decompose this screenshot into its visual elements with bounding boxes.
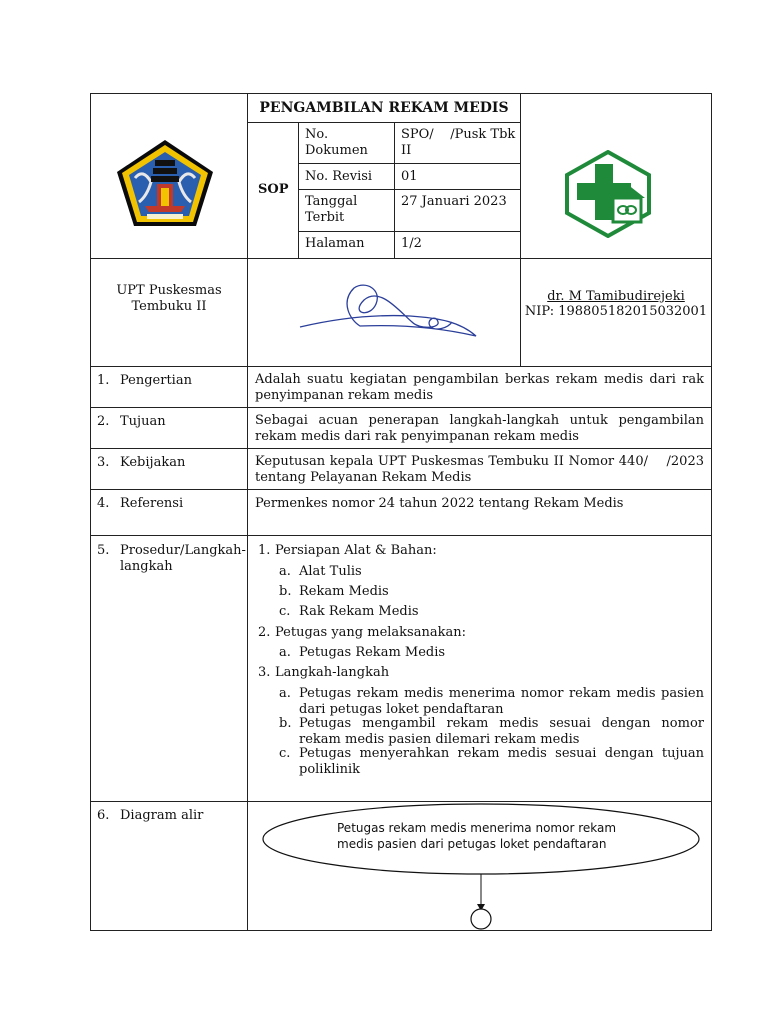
section-number: 4. xyxy=(97,496,110,511)
group-title: Petugas yang melaksanakan: xyxy=(275,625,466,640)
definition-text: Adalah suatu kegiatan pengambilan berkas rekam medis dari rak penyimpanan rekam medis xyxy=(255,372,704,403)
reference-text: Permenkes nomor 24 tahun 2022 tentang Rekam Medis xyxy=(255,496,624,511)
section-3-label xyxy=(97,455,243,471)
page-value: 1/2 xyxy=(401,236,422,251)
section-number: 6. xyxy=(97,808,110,823)
page-label: Halaman xyxy=(305,236,365,251)
item-letter: a. xyxy=(279,686,291,701)
issue-date-label: Tanggal Terbit xyxy=(305,194,358,225)
section-1-label xyxy=(97,373,243,389)
puskesmas-logo xyxy=(565,150,651,238)
list-item xyxy=(279,584,389,600)
list-item xyxy=(279,686,704,717)
list-item xyxy=(279,604,419,620)
list-item xyxy=(279,564,362,580)
section-2-label xyxy=(97,414,243,430)
doc-number-label: No. Dokumen xyxy=(305,127,368,158)
section-title: Prosedur/Langkah-langkah xyxy=(120,543,246,574)
procedure-group-2 xyxy=(258,625,466,641)
signer-nip: NIP: 198805182015032001 xyxy=(524,304,708,319)
section-title: Kebijakan xyxy=(120,455,186,470)
policy-text: Keputusan kepala UPT Puskesmas Tembuku II Nomor 440/ /2023 tentang Pelayanan Rekam Medis xyxy=(255,454,709,485)
group-title: Langkah-langkah xyxy=(275,665,390,680)
document-title: PENGAMBILAN REKAM MEDIS xyxy=(259,100,509,116)
section-title: Diagram alir xyxy=(120,808,204,823)
item-letter: c. xyxy=(279,604,291,619)
item-letter: c. xyxy=(279,746,291,761)
flowchart-connector xyxy=(471,909,491,929)
section-number: 5. xyxy=(97,543,110,558)
section-title: Pengertian xyxy=(120,373,192,388)
group-number: 1. xyxy=(258,543,271,558)
group-number: 2. xyxy=(258,625,271,640)
section-number: 3. xyxy=(97,455,110,470)
group-title: Persiapan Alat & Bahan: xyxy=(275,543,437,558)
item-text: Petugas menyerahkan rekam medis sesuai dengan tujuan poliklinik xyxy=(299,746,704,777)
revision-value: 01 xyxy=(401,169,418,184)
item-letter: b. xyxy=(279,584,292,599)
revision-label: No. Revisi xyxy=(305,169,373,184)
organization-name: UPT Puskesmas Tembuku II xyxy=(116,283,222,314)
item-letter: b. xyxy=(279,716,292,731)
section-6-label xyxy=(97,808,243,824)
flowchart-start-text: Petugas rekam medis menerima nomor rekam medis pasien dari petugas loket pendaftaran xyxy=(337,821,617,851)
section-title: Referensi xyxy=(120,496,184,511)
item-text: Petugas Rekam Medis xyxy=(299,645,446,660)
section-5-label xyxy=(97,543,246,577)
item-letter: a. xyxy=(279,645,291,660)
list-item xyxy=(279,716,704,747)
doc-number-value: SPO/ /Pusk Tbk II xyxy=(401,127,520,158)
section-number: 1. xyxy=(97,373,110,388)
signer-name: dr. M Tamibudirejeki xyxy=(547,289,685,304)
list-item xyxy=(279,645,446,661)
sop-label: SOP xyxy=(258,182,289,197)
item-text: Rak Rekam Medis xyxy=(299,604,419,619)
list-item xyxy=(279,746,704,777)
procedure-group-1 xyxy=(258,543,437,559)
section-title: Tujuan xyxy=(120,414,166,429)
regency-emblem-logo xyxy=(115,138,216,228)
issue-date-value: 27 Januari 2023 xyxy=(401,194,507,209)
procedure-group-3 xyxy=(258,665,390,681)
item-text: Petugas mengambil rekam medis sesuai dengan nomor rekam medis pasien dilemari rekam medis xyxy=(299,716,704,747)
item-text: Alat Tulis xyxy=(299,564,362,579)
section-4-label xyxy=(97,496,243,512)
group-number: 3. xyxy=(258,665,271,680)
purpose-text: Sebagai acuan penerapan langkah-langkah untuk pengambilan rekam medis dari rak penyimpanan rekam medis xyxy=(255,413,704,444)
item-text: Petugas rekam medis menerima nomor rekam medis pasien dari petugas loket pendaftaran xyxy=(299,686,704,717)
signature-image xyxy=(290,280,490,345)
item-letter: a. xyxy=(279,564,291,579)
section-number: 2. xyxy=(97,414,110,429)
item-text: Rekam Medis xyxy=(299,584,389,599)
